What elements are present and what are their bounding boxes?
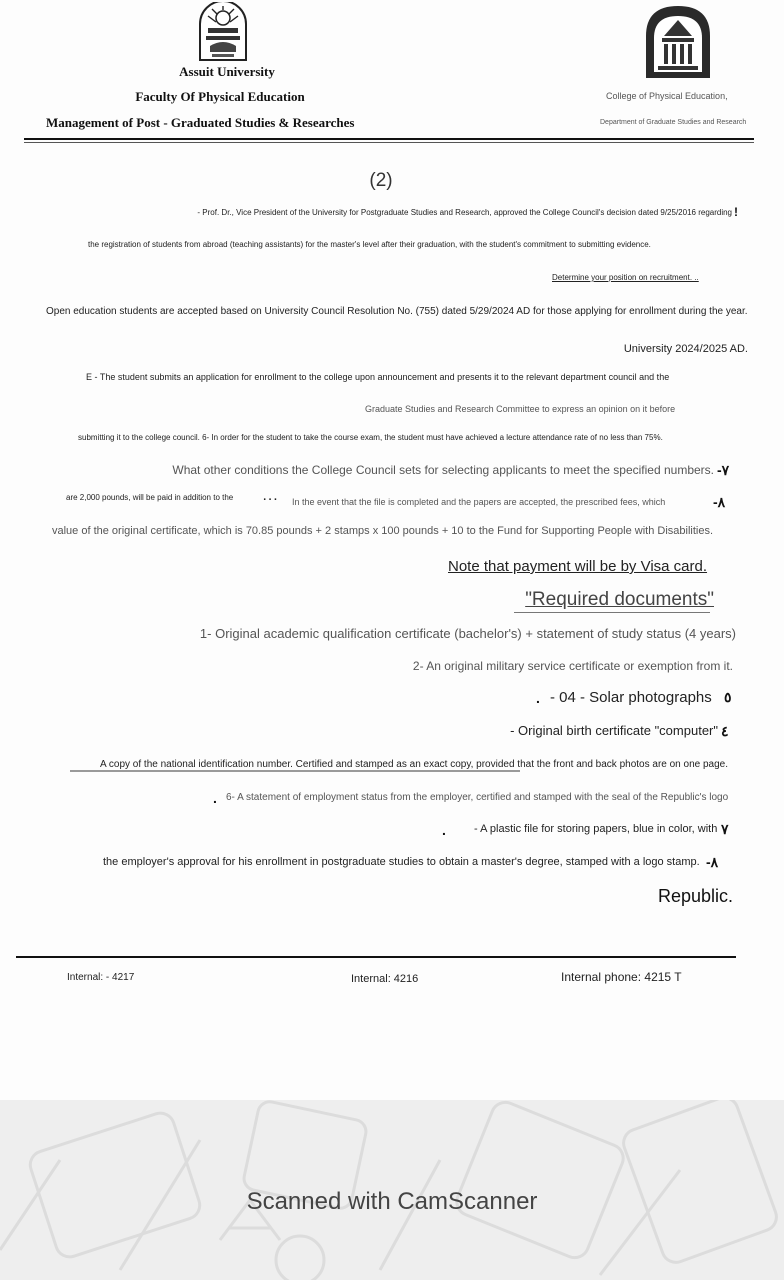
document-7-number: ٧ xyxy=(721,821,729,837)
department-name-right: Department of Graduate Studies and Research xyxy=(600,119,747,126)
text-line-10-dots: ٠٠٠ xyxy=(262,494,279,505)
management-title: Management of Post - Graduated Studies & Researches xyxy=(46,115,355,130)
page-number: (2) xyxy=(369,170,393,191)
document-5-scan-mark xyxy=(70,770,520,772)
text-line-11: value of the original certificate, which is 70.85 pounds + 2 stamps x 100 pounds + 10 to the Fund for Supporting People with Disabilities. xyxy=(52,525,714,537)
document-6: 6- A statement of employment status from the employer, certified and stamped with the seal of the Republic's logo xyxy=(226,792,729,803)
document-4: - Original birth certificate "computer" xyxy=(510,723,718,738)
document-8: the employer's approval for his enrollment in postgraduate studies to obtain a master's degree, stamped with a logo stamp. xyxy=(103,856,700,868)
assiut-university-logo-icon xyxy=(196,2,250,64)
item-8-number: -٨ xyxy=(713,494,726,510)
header-rule-top xyxy=(24,138,754,140)
title-underline xyxy=(514,612,710,613)
text-line-1: - Prof. Dr., Vice President of the University for Postgraduate Studies and Research, approved the College Council's decision dated 9/25/2016 regarding xyxy=(197,208,732,217)
footer-rule xyxy=(16,956,736,958)
text-line-5: University 2024/2025 AD. xyxy=(623,343,748,355)
camscanner-watermark: Scanned with CamScanner xyxy=(246,1188,538,1215)
document-8-number: -٨ xyxy=(706,854,719,870)
text-line-7: Graduate Studies and Research Committee to express an opinion on it before xyxy=(365,404,676,414)
text-line-3: Determine your position on recruitment. .. xyxy=(552,273,699,282)
document-7: - A plastic file for storing papers, blue in color, with xyxy=(474,823,718,835)
text-line-10-left: are 2,000 pounds, will be paid in addition to the xyxy=(66,493,234,502)
footer-internal-2: Internal: 4216 xyxy=(351,973,419,985)
document-2: 2- An original military service certificate or exemption from it. xyxy=(412,659,733,673)
document-3: - 04 - Solar photographs xyxy=(550,689,712,706)
footer-internal-1: Internal: - 4217 xyxy=(67,972,135,983)
text-line-6: E - The student submits an application for enrollment to the college upon announcement and presents it to the relevant department council and the xyxy=(86,372,670,382)
required-documents-title: "Required documents" xyxy=(525,589,714,610)
college-logo-icon xyxy=(640,2,716,82)
faculty-name: Faculty Of Physical Education xyxy=(135,89,305,104)
item-7-number: -٧ xyxy=(717,462,730,478)
document-7-dot: . xyxy=(442,822,446,838)
document-1: 1- Original academic qualification certificate (bachelor's) + statement of study status (4 years) xyxy=(199,626,736,641)
document-5: A copy of the national identification number. Certified and stamped as an exact copy, provided that the front and back photos are on one page. xyxy=(100,759,729,770)
document-8-continued: Republic. xyxy=(657,886,733,906)
college-name-right: College of Physical Education, xyxy=(606,91,728,101)
text-line-10-right: In the event that the file is completed and the papers are accepted, the prescribed fees, which xyxy=(292,497,666,507)
document-6-dot: . xyxy=(213,790,217,806)
text-line-2: the registration of students from abroad (teaching assistants) for the master's level after their graduation, with the student's commitment to submitting evidence. xyxy=(88,240,651,249)
document-3-dot: . xyxy=(536,690,540,706)
line-1-mark: ! xyxy=(734,205,738,219)
payment-note: Note that payment will be by Visa card. xyxy=(448,558,708,575)
document-4-number: ٤ xyxy=(721,723,729,739)
footer-internal-3: Internal phone: 4215 T xyxy=(561,970,682,984)
text-line-4: Open education students are accepted based on University Council Resolution No. (755) dated 5/29/2024 AD for those applying for enrollment during the year. xyxy=(46,306,748,317)
text-line-9: What other conditions the College Council sets for selecting applicants to meet the specified numbers. xyxy=(172,463,714,477)
document-3-number: ٥ xyxy=(724,689,732,705)
university-name: Assuit University xyxy=(179,64,275,79)
text-line-8: submitting it to the college council. 6- In order for the student to take the course exam, the student must have achieved a lecture attendance rate of no less than 75%. xyxy=(78,433,663,442)
header-rule-bottom xyxy=(24,142,754,143)
